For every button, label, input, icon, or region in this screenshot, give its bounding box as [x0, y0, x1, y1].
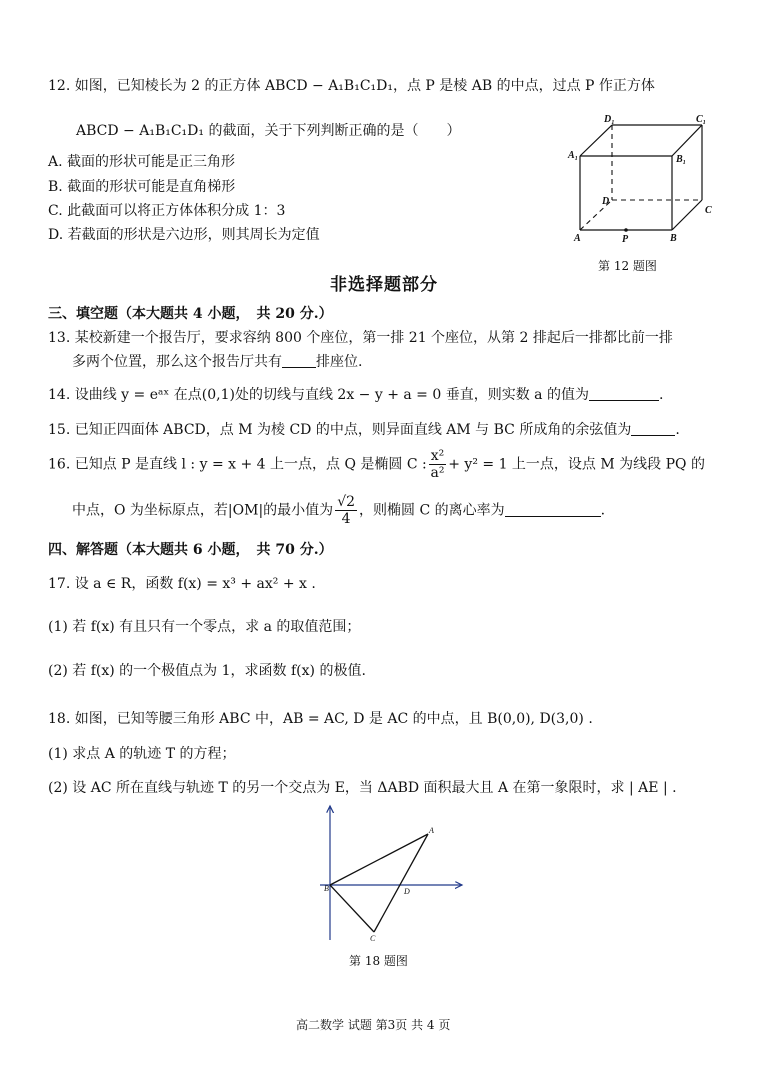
- q13-text-a: 多两个位置，那么这个报告厅共有: [72, 354, 282, 370]
- fig18-label-c: C: [370, 934, 376, 943]
- q18-caption: 第 18 题图: [349, 954, 408, 968]
- q18-stem: 18. 如图，已知等腰三角形 ABC 中，AB = AC, D 是 AC 的中点，且 B(0,0), D(3,0) .: [48, 711, 593, 727]
- q12-option-b: B. 截面的形状可能是直角梯形: [48, 179, 236, 195]
- label-d: D: [602, 196, 610, 207]
- fill-header: 三、填空题（本大题共 4 小题， 共 20 分.）: [48, 306, 333, 322]
- triangle-figure: [300, 800, 470, 950]
- q16-frac-num: x²: [430, 448, 445, 464]
- q13-line2: [72, 352, 362, 372]
- fig18-label-d: D: [404, 887, 410, 896]
- q16-end: .: [600, 502, 606, 519]
- q15-text: 15. 已知正四面体 ABCD，点 M 为棱 CD 的中点，则异面直线 AM 与 BC 所成角的余弦值为: [48, 422, 632, 438]
- fig18-label-a: A: [429, 826, 434, 835]
- q18-part2: (2) 设 AC 所在直线与轨迹 T 的另一个交点为 E，当 ΔABD 面积最大且 A 在第一象限时，求 | AE | .: [48, 780, 677, 796]
- q14-blank: [589, 386, 659, 401]
- q16-line1: [48, 448, 705, 481]
- label-c: C: [705, 205, 712, 216]
- q16-text-a: 16. 已知点 P 是直线 l : y = x + 4 上一点，点 Q 是椭圆 C :: [48, 456, 427, 473]
- q16-text-c: 中点，O 为坐标原点，若|OM|的最小值为: [72, 502, 334, 519]
- q12-option-d: D. 若截面的形状是六边形，则其周长为定值: [48, 227, 320, 243]
- q13-text-b: 排座位.: [316, 354, 363, 370]
- section-title: 非选择题部分: [330, 275, 438, 295]
- label-b1: B₁: [676, 154, 687, 165]
- q16-text-b: + y² = 1 上一点，设点 M 为线段 PQ 的: [448, 456, 705, 473]
- cube-figure: [560, 112, 720, 252]
- q16-frac2-den: 4: [341, 511, 351, 527]
- q18-part1: (1) 求点 A 的轨迹 T 的方程；: [48, 746, 236, 762]
- q16-blank: [505, 502, 601, 517]
- label-a: A: [574, 233, 581, 244]
- q12-option-c: C. 此截面可以将正方体体积分成 1：3: [48, 203, 286, 219]
- q13-blank: [282, 353, 316, 368]
- q16-text-d: ，则椭圆 C 的离心率为: [359, 502, 505, 519]
- label-b: B: [670, 233, 677, 244]
- q15-end: .: [675, 422, 680, 438]
- q15: [48, 420, 680, 440]
- q16-frac2-num: √2: [337, 494, 356, 510]
- label-c1: C₁: [696, 114, 707, 125]
- q17-stem: 17. 设 a ∈ R，函数 f(x) = x³ + ax² + x .: [48, 576, 316, 592]
- label-a1: A₁: [568, 150, 579, 161]
- q14: [48, 385, 663, 405]
- q17-part1: (1) 若 f(x) 有且只有一个零点，求 a 的取值范围；: [48, 619, 361, 635]
- q16-line2: [72, 494, 605, 527]
- label-p: P: [622, 234, 629, 245]
- q16-fraction-2: [335, 494, 357, 527]
- label-d1: D₁: [604, 114, 615, 125]
- q12-line1: 12. 如图，已知棱长为 2 的正方体 ABCD − A₁B₁C₁D₁，点 P 是棱 AB 的中点，过点 P 作正方体: [48, 78, 655, 94]
- page-footer: 高二数学 试题 第3页 共 4 页: [296, 1018, 451, 1032]
- answer-header: 四、解答题（本大题共 6 小题， 共 70 分.）: [48, 542, 333, 558]
- q14-end: .: [658, 387, 664, 403]
- fig18-label-b: B: [324, 884, 329, 893]
- q13-line1: 13. 某校新建一个报告厅，要求容纳 800 个座位，第一排 21 个座位，从第 2 排起后一排都比前一排: [48, 330, 673, 346]
- q15-blank: [631, 421, 675, 436]
- q12-option-a: A. 截面的形状可能是正三角形: [48, 154, 236, 170]
- q17-part2: (2) 若 f(x) 的一个极值点为 1，求函数 f(x) 的极值.: [48, 663, 366, 679]
- q16-frac-den: a²: [430, 465, 445, 481]
- q12-caption: 第 12 题图: [598, 259, 657, 273]
- q16-fraction: [429, 448, 447, 481]
- q14-text: 14. 设曲线 y = eᵃˣ 在点(0,1)处的切线与直线 2x − y + a = 0 垂直，则实数 a 的值为: [48, 387, 589, 403]
- q12-line2: ABCD − A₁B₁C₁D₁ 的截面，关于下列判断正确的是（ ）: [76, 123, 461, 139]
